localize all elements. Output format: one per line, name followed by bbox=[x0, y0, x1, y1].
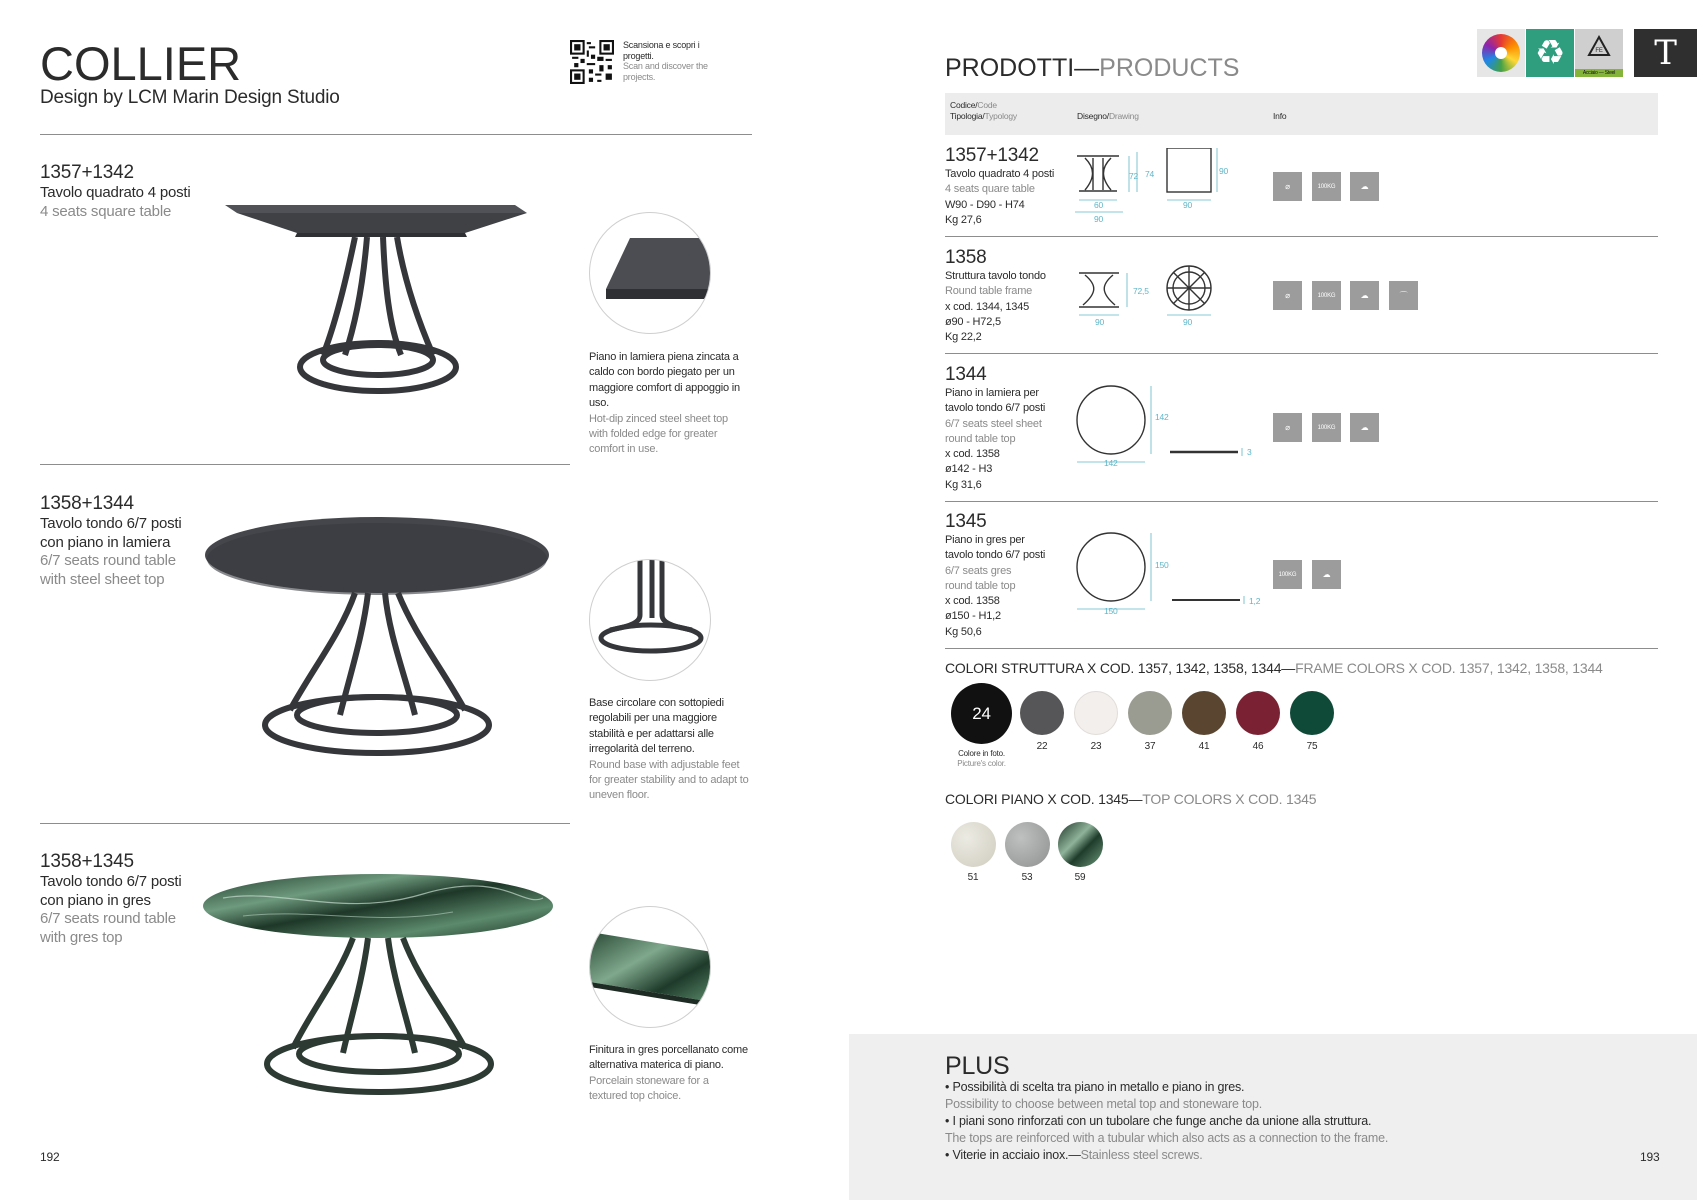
weather-resistant-icon: ☁ bbox=[1350, 413, 1379, 442]
scratch-resistant-icon: ⌀ bbox=[1273, 172, 1302, 201]
product-code: 1358+1345 bbox=[40, 851, 134, 872]
acciaio-steel-icon: FE Acciaio — Steel bbox=[1575, 29, 1623, 77]
table-row: 1345 Piano in gres per tavolo tondo 6/7 posti 6/7 seats gres round table top x cod. 1358 ø150 - H1,2 Kg 50,6 bbox=[945, 511, 1046, 638]
picture-color-note: Colore in foto. Picture's color. bbox=[957, 749, 1006, 768]
color-swatch-23[interactable] bbox=[1074, 691, 1118, 735]
color-swatch-37[interactable] bbox=[1128, 691, 1172, 735]
row-divider bbox=[945, 236, 1658, 237]
plus-title: PLUS bbox=[945, 1052, 1010, 1080]
product-name-en: 6/7 seats round table with gres top bbox=[40, 910, 176, 946]
typography-icon: T bbox=[1634, 29, 1697, 77]
product-block-1 bbox=[40, 162, 200, 221]
weather-resistant-icon: ☁ bbox=[1350, 281, 1379, 310]
divider bbox=[40, 823, 570, 824]
frame-colors-title: COLORI STRUTTURA X COD. 1357, 1342, 1358, 1344—FRAME COLORS X COD. 1357, 1342, 1358, 1344 bbox=[945, 660, 1603, 676]
color-swatch-24[interactable]: 24 bbox=[951, 683, 1012, 744]
weight-load-icon: 100KG bbox=[1312, 413, 1341, 442]
detail-image-base bbox=[589, 559, 711, 681]
table-header: Codice/Code Tipologia/Typology Disegno/Drawing Info bbox=[945, 93, 1658, 135]
table-row: 1357+1342 Tavolo quadrato 4 posti 4 seats quare table W90 - D90 - H74 Kg 27,6 bbox=[945, 145, 1055, 226]
umbrella-hole-icon: ⌒ bbox=[1389, 281, 1418, 310]
color-swatch-22[interactable] bbox=[1020, 691, 1064, 735]
table-row: 1358 Struttura tavolo tondo Round table frame x cod. 1344, 1345 ø90 - H72,5 Kg 22,2 bbox=[945, 247, 1046, 344]
product-code: 1357+1342 bbox=[40, 162, 134, 183]
product-code: 1358+1344 bbox=[40, 493, 134, 514]
detail-image-top-edge bbox=[589, 212, 711, 334]
row-divider bbox=[945, 648, 1658, 649]
color-wheel-icon bbox=[1477, 29, 1525, 77]
qr-caption: Scansiona e scopri i progetti. Scan and discover the projects. bbox=[623, 40, 708, 82]
product-name-en: 6/7 seats round table with steel sheet top bbox=[40, 552, 176, 588]
drawing-gres-top bbox=[1075, 531, 1265, 611]
products-title: PRODOTTI—PRODUCTS bbox=[945, 54, 1240, 82]
page-number-left: 192 bbox=[40, 1150, 60, 1164]
color-swatch-46[interactable] bbox=[1236, 691, 1280, 735]
product-name-it: Tavolo tondo 6/7 posti con piano in gres bbox=[40, 873, 182, 909]
product-name-it: Tavolo quadrato 4 posti bbox=[40, 184, 191, 201]
product-name-en: 4 seats square table bbox=[40, 202, 172, 220]
divider bbox=[40, 464, 570, 465]
color-swatch-51[interactable] bbox=[951, 822, 996, 867]
scratch-resistant-icon: ⌀ bbox=[1273, 281, 1302, 310]
row-divider bbox=[945, 501, 1658, 502]
weather-resistant-icon: ☁ bbox=[1350, 172, 1379, 201]
round-gres-table-image bbox=[203, 868, 558, 1098]
weight-load-icon: 100KG bbox=[1273, 560, 1302, 589]
weight-load-icon: 100KG bbox=[1312, 172, 1341, 201]
callout-1: Piano in lamiera piena zincata a caldo con bordo piegato per un maggiore comfort di appoggio in uso. Hot-dip zinced steel sheet top with folded edge for greater comfort in use. bbox=[589, 351, 740, 456]
recycle-icon: ♻ bbox=[1526, 29, 1574, 77]
page-number-right: 193 bbox=[1640, 1150, 1660, 1164]
qr-code-icon[interactable] bbox=[570, 40, 614, 84]
weather-resistant-icon: ☁ bbox=[1312, 560, 1341, 589]
table-row: 1344 Piano in lamiera per tavolo tondo 6/7 posti 6/7 seats steel sheet round table top x cod. 1358 ø142 - H3 Kg 31,6 bbox=[945, 364, 1046, 491]
callout-2: Base circolare con sottopiedi regolabili per una maggiore stabilità e per adattarsi alle irregolarità del terreno. Round base with adjustable feet for greater stability and to adapt to uneven floor. bbox=[589, 697, 749, 802]
drawing-round-frame bbox=[1075, 265, 1235, 325]
color-swatch-53[interactable] bbox=[1005, 822, 1050, 867]
color-swatch-75[interactable] bbox=[1290, 691, 1334, 735]
weight-load-icon: 100KG bbox=[1312, 281, 1341, 310]
round-steel-table-image bbox=[205, 515, 555, 760]
detail-image-gres bbox=[589, 906, 711, 1028]
color-swatch-59[interactable] bbox=[1058, 822, 1103, 867]
product-block-2 bbox=[40, 493, 200, 589]
row-divider bbox=[945, 353, 1658, 354]
page-title: COLLIER bbox=[40, 37, 242, 90]
scratch-resistant-icon: ⌀ bbox=[1273, 413, 1302, 442]
product-name-it: Tavolo tondo 6/7 posti con piano in lamiera bbox=[40, 515, 182, 551]
product-block-3 bbox=[40, 851, 200, 947]
designer-subtitle: Design by LCM Marin Design Studio bbox=[40, 87, 340, 108]
drawing-steel-top bbox=[1075, 384, 1265, 464]
callout-3: Finitura in gres porcellanato come alternativa materica di piano. Porcelain stoneware for a textured top choice. bbox=[589, 1044, 748, 1103]
top-colors-title: COLORI PIANO X COD. 1345—TOP COLORS X COD. 1345 bbox=[945, 791, 1317, 807]
color-swatch-41[interactable] bbox=[1182, 691, 1226, 735]
square-table-image bbox=[215, 195, 535, 415]
divider bbox=[40, 134, 752, 135]
